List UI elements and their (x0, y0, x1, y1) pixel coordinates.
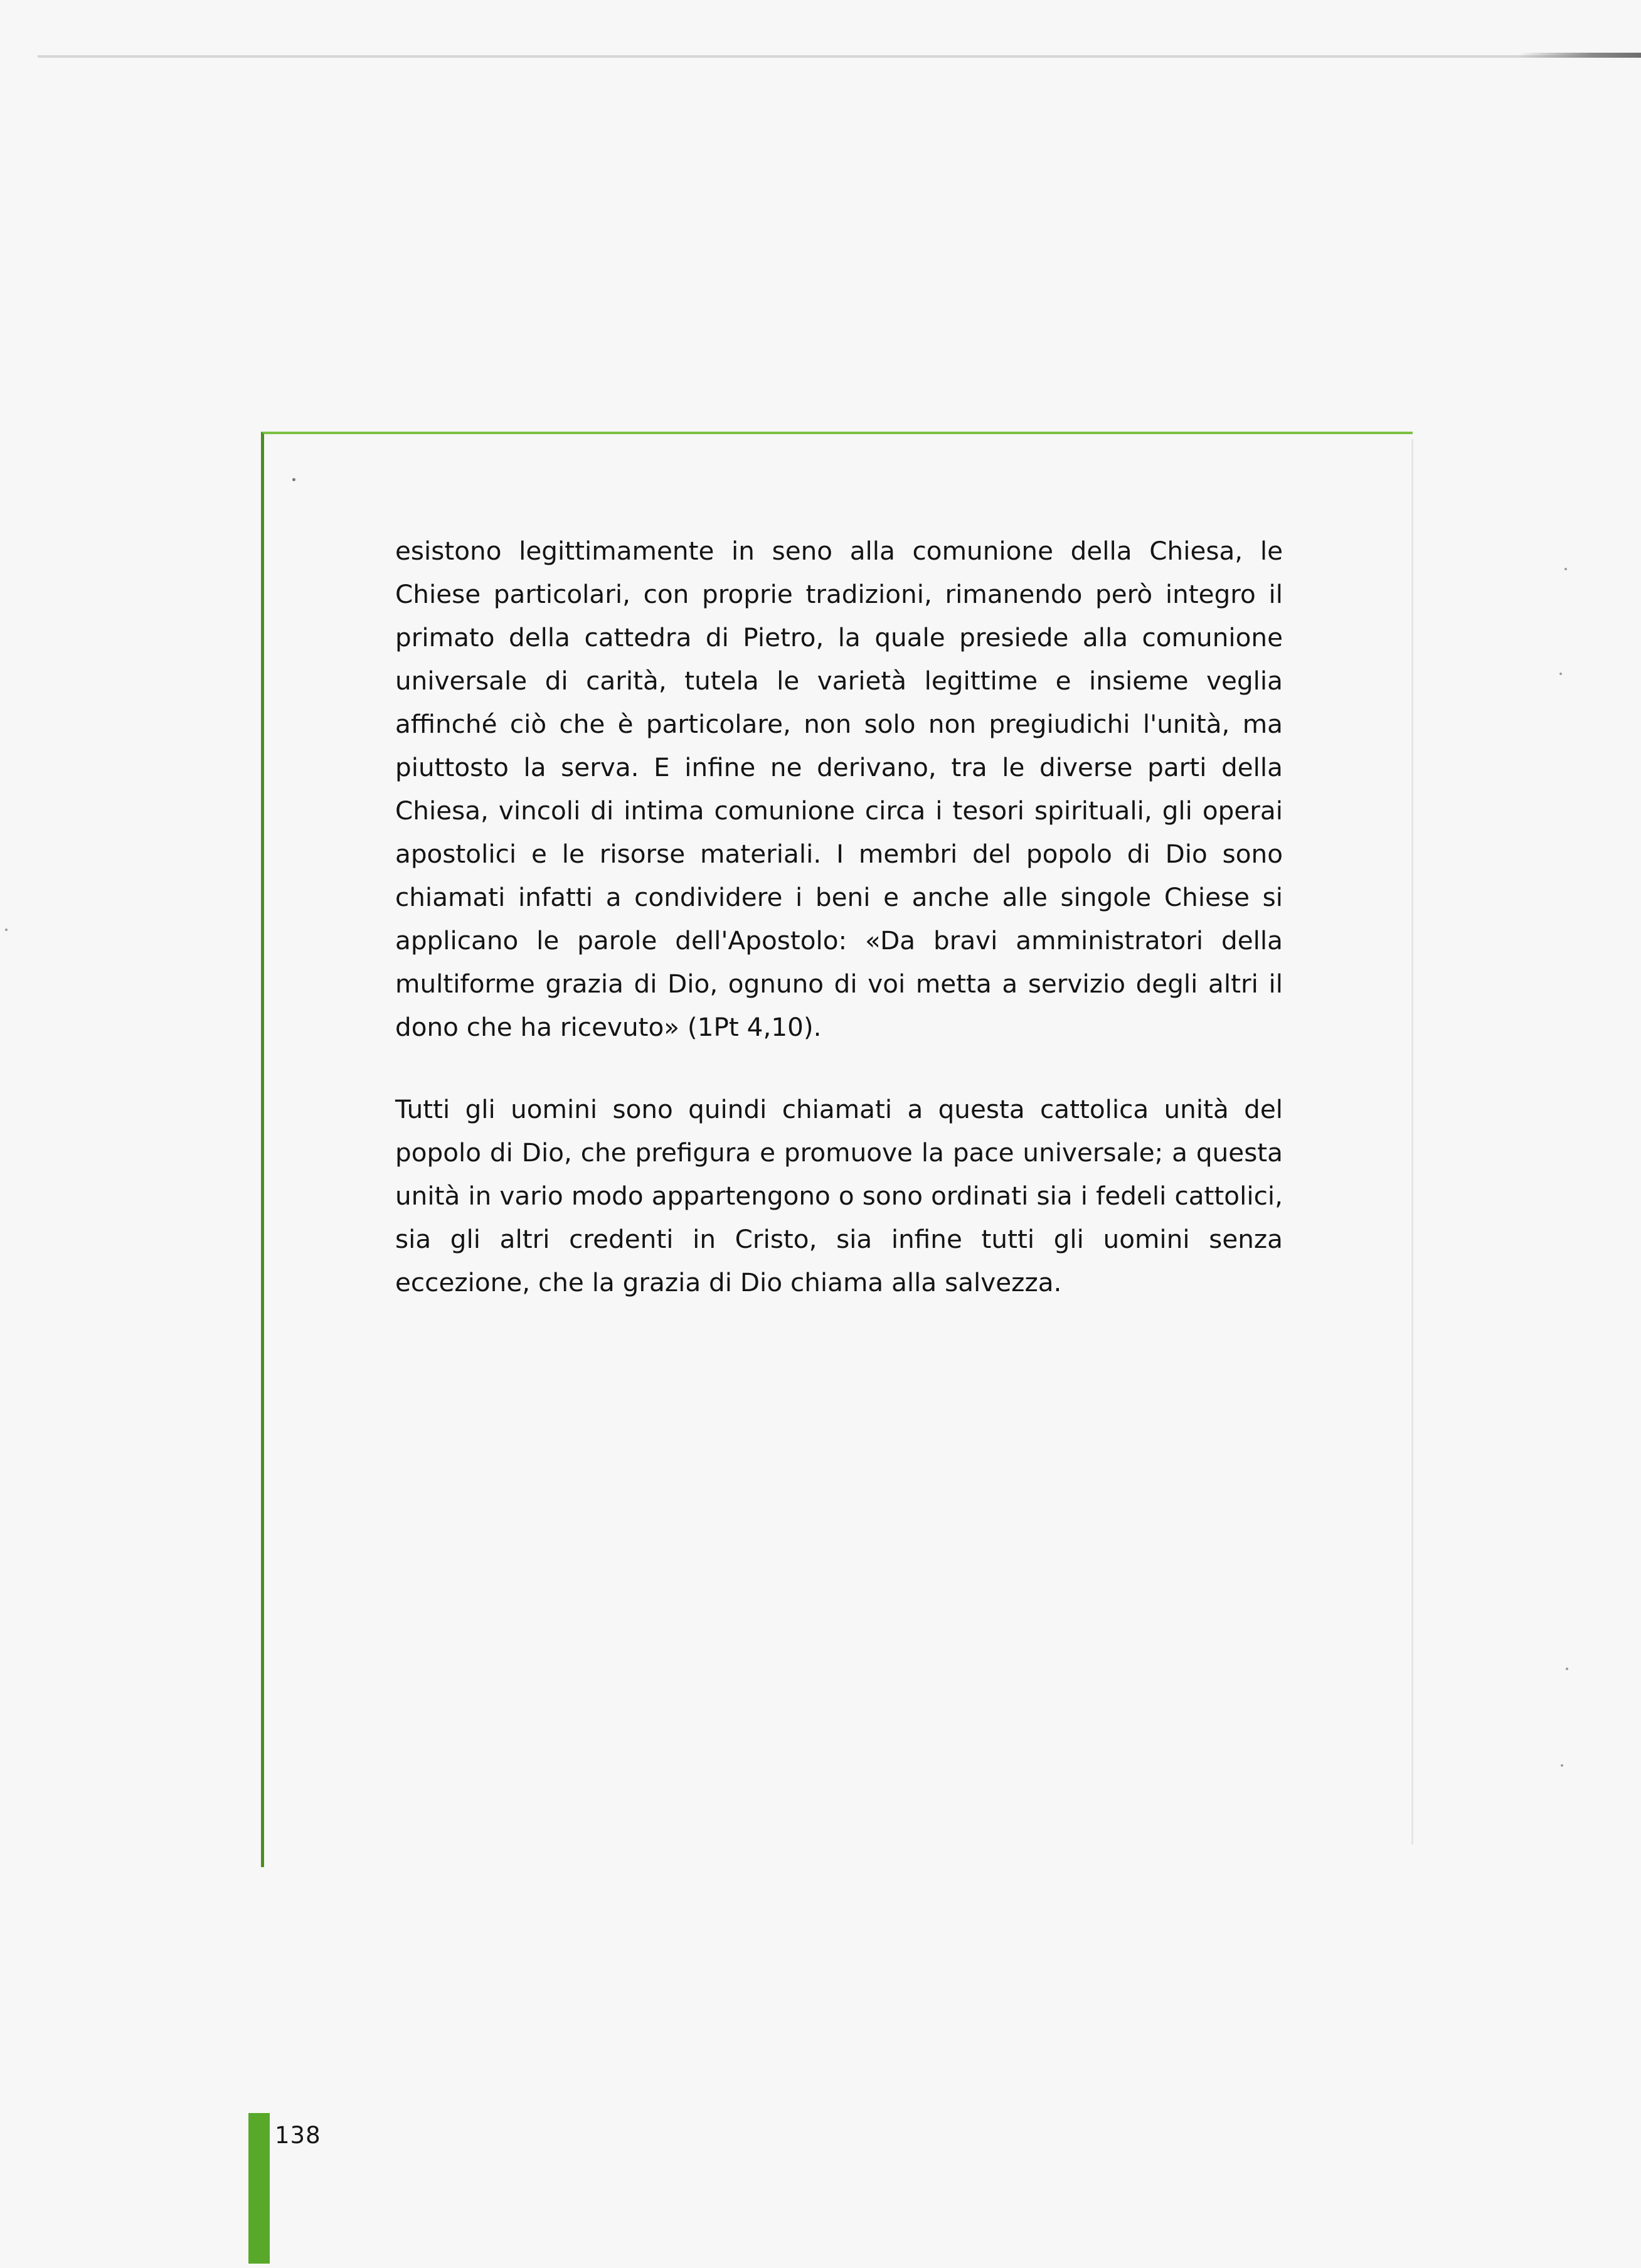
text-frame-right-edge (1411, 439, 1413, 1845)
body-text (395, 530, 1283, 1304)
frame-mark-dot (292, 478, 295, 481)
scan-speck (5, 929, 8, 931)
page-number: 138 (275, 2122, 321, 2149)
scan-speck (1561, 1764, 1563, 1767)
page-edge (38, 55, 1641, 58)
scan-speck (1564, 568, 1567, 570)
paragraph-1: esistono legittimamente in seno alla comunione della Chiesa, le Chiese particolari, con proprie tradizioni, rimanendo però integro il primato della cattedra di Pietro, la quale presiede alla comunione universale di carità, tutela le varietà legittime e insieme veglia affinché ciò che è particolare, non solo non pregiudichi l'unità, ma piuttosto la serva. E infine ne derivano, tra le diverse parti della Chiesa, vincoli di intima comunione circa i tesori spirituali, gli operai apostolici e le risorse materiali. I membri del popolo di Dio sono chiamati infatti a condividere i beni e anche alle singole Chiese si applicano le parole dell'Apostolo: «Da bravi amministratori della multiforme grazia di Dio, ognuno di voi metta a servizio degli altri il dono che ha ricevuto» (1Pt 4,10). (395, 536, 1283, 1042)
page-edge-shadow (1518, 53, 1641, 58)
page-number-bar (248, 2113, 270, 2264)
scan-speck (1566, 1668, 1568, 1670)
scan-speck (1559, 673, 1562, 675)
paragraph-2: Tutti gli uomini sono quindi chiamati a questa cattolica unità del popolo di Dio, che prefigura e promuove la pace universale; a questa unità in vario modo appartengono o sono ordinati sia i fedeli cattolici, sia gli altri credenti in Cristo, sia infine tutti gli uomini senza eccezione, che la grazia di Dio chiama alla salvezza. (395, 1094, 1283, 1297)
